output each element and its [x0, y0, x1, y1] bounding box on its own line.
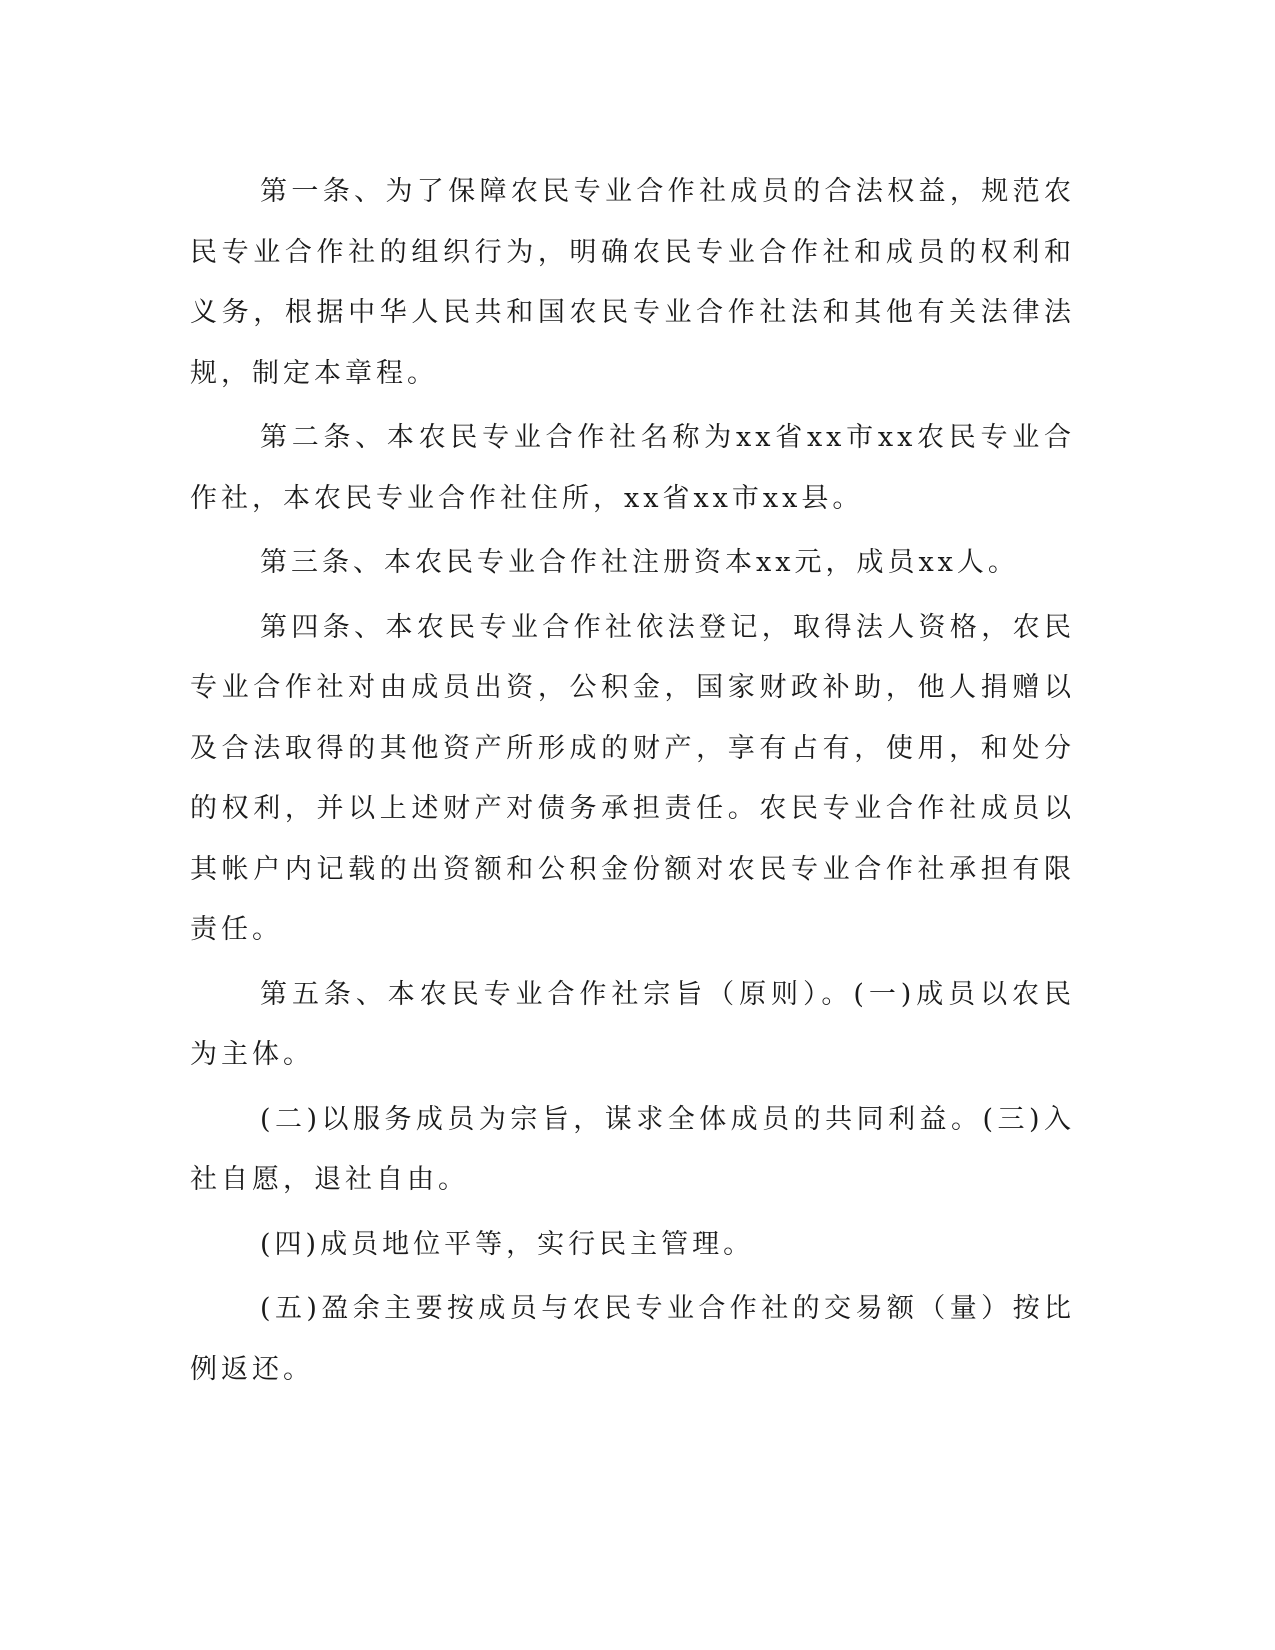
paragraph-article-4: 第四条、本农民专业合作社依法登记，取得法人资格，农民专业合作社对由成员出资，公积金，国家财政补助，他人捐赠以及合法取得的其他资产所形成的财产，享有占有，使用，和处分的权利，并以上述财产对债务承担责任。农民专业合作社成员以其帐户内记载的出资额和公积金份额对农民专业合作社承担有限责任。 [190, 611, 1075, 945]
paragraph-article-1: 第一条、为了保障农民专业合作社成员的合法权益，规范农民专业合作社的组织行为，明确农民专业合作社和成员的权利和义务，根据中华人民共和国农民专业合作社法和其他有关法律法规，制定本章程。 [190, 176, 1075, 389]
paragraph-principle-2-3: (二)以服务成员为宗旨，谋求全体成员的共同利益。(三)入社自愿，退社自由。 [190, 1103, 1075, 1195]
paragraph-principle-4: (四)成员地位平等，实行民主管理。 [260, 1228, 755, 1260]
paragraph-article-5: 第五条、本农民专业合作社宗旨（原则）。(一)成员以农民为主体。 [190, 978, 1075, 1070]
document-body [190, 162, 1075, 1404]
paragraph-article-2: 第二条、本农民专业合作社名称为xx省xx市xx农民专业合作社，本农民专业合作社住所，xx省xx市xx县。 [190, 422, 1075, 514]
paragraph-principle-5: (五)盈余主要按成员与农民专业合作社的交易额（量）按比例返还。 [190, 1293, 1075, 1385]
paragraph-article-3: 第三条、本农民专业合作社注册资本xx元，成员xx人。 [260, 547, 1019, 578]
